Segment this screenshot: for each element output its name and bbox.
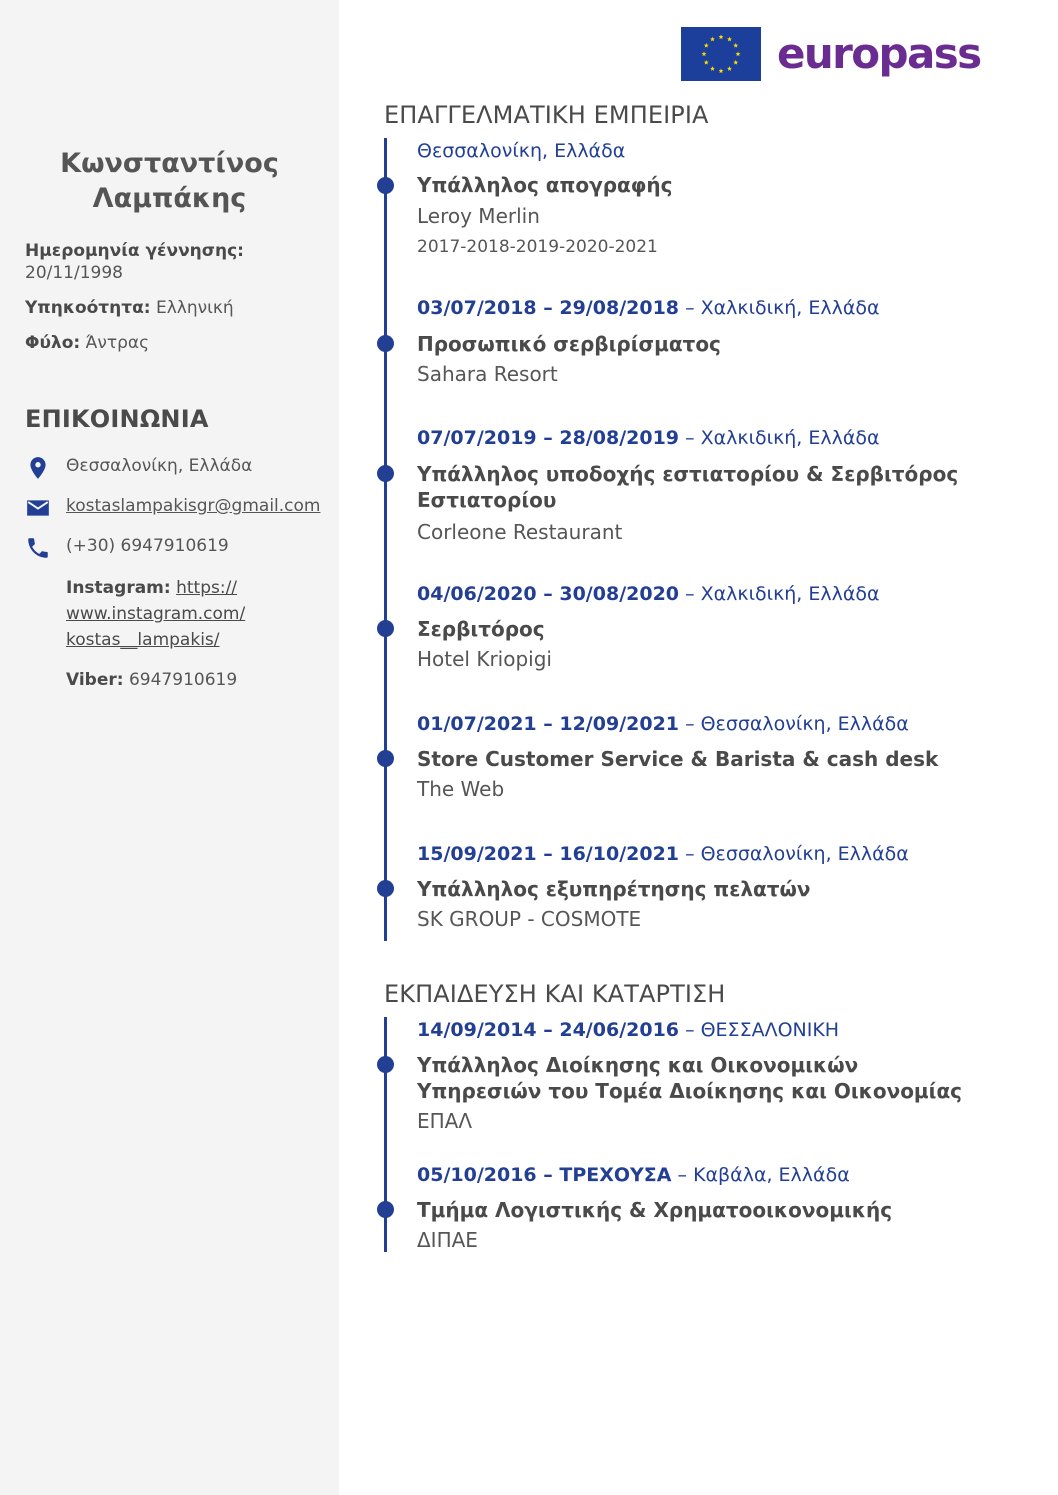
- timeline-dot: [377, 750, 394, 767]
- europass-wordmark: europass: [777, 29, 981, 78]
- contact-location-text: Θεσσαλονίκη, Ελλάδα: [66, 456, 253, 476]
- viber-entry: [66, 667, 237, 693]
- education-entry: [417, 1017, 997, 1134]
- entry-organization: SK GROUP - COSMOTE: [417, 907, 642, 931]
- location-pin-icon: [25, 455, 51, 481]
- entry-organization: Corleone Restaurant: [417, 520, 623, 544]
- experience-entry: [417, 841, 997, 932]
- timeline-dot: [377, 620, 394, 637]
- instagram-link-part2[interactable]: www.instagram.com/: [66, 604, 246, 624]
- entry-title: Προσωπικό σερβιρίσματος: [417, 332, 721, 356]
- instagram-link-part1[interactable]: https://: [176, 578, 238, 598]
- entry-dates: 04/06/2020 – 30/08/2020: [417, 583, 680, 605]
- entry-title: Υπάλληλος Διοίκησης και Οικονομικών Υπηρεσιών του Τομέα Διοίκησης και Οικονομίας: [417, 1053, 963, 1103]
- gender-value: Άντρας: [85, 333, 150, 353]
- experience-entry: [417, 581, 997, 672]
- gender-label: Φύλο:: [25, 333, 81, 353]
- entry-organization: Hotel Kriopigi: [417, 647, 552, 671]
- entry-location: – Χαλκιδική, Ελλάδα: [685, 427, 880, 449]
- candidate-name: [0, 146, 339, 216]
- timeline-dot: [377, 1201, 394, 1218]
- contact-location: [25, 455, 325, 481]
- education-section-title: ΕΚΠΑΙΔΕΥΣΗ ΚΑΙ ΚΑΤΑΡΤΙΣΗ: [384, 980, 726, 1008]
- entry-organization: Sahara Resort: [417, 362, 558, 386]
- experience-section-title: ΕΠΑΓΓΕΛΜΑΤΙΚΗ ΕΜΠΕΙΡΙΑ: [384, 101, 709, 129]
- experience-entry: [417, 138, 997, 259]
- entry-title: Υπάλληλος απογραφής: [417, 173, 673, 197]
- entry-title: Store Customer Service & Barista & cash desk: [417, 747, 939, 771]
- nationality-label: Υπηκοότητα:: [25, 298, 151, 318]
- timeline-dot: [377, 1056, 394, 1073]
- entry-organization: Leroy Merlin: [417, 204, 540, 228]
- entry-organization: ΔΙΠΑΕ: [417, 1228, 478, 1252]
- entry-meta: [417, 1017, 997, 1043]
- contact-phone: [25, 535, 325, 561]
- entry-location: – Χαλκιδική, Ελλάδα: [685, 297, 880, 319]
- envelope-icon: [25, 495, 51, 521]
- entry-description: 2017-2018-2019-2020-2021: [417, 237, 658, 257]
- viber-label: Viber:: [66, 670, 124, 690]
- birth-date: [25, 240, 244, 284]
- sidebar: [0, 0, 339, 1495]
- entry-meta: [417, 1162, 997, 1188]
- entry-meta: [417, 711, 997, 737]
- education-entry: [417, 1162, 997, 1253]
- entry-dates: 15/09/2021 – 16/10/2021: [417, 843, 680, 865]
- experience-entry: [417, 425, 997, 545]
- entry-location: – Καβάλα, Ελλάδα: [677, 1164, 850, 1186]
- entry-location: – Θεσσαλονίκη, Ελλάδα: [685, 713, 909, 735]
- contact-section-title: ΕΠΙΚΟΙΝΩΝΙΑ: [25, 405, 209, 433]
- experience-entry: [417, 295, 997, 387]
- entry-dates: 03/07/2018 – 29/08/2018: [417, 297, 680, 319]
- experience-timeline: [384, 138, 387, 941]
- first-name: Κωνσταντίνος: [60, 148, 279, 179]
- entry-dates: 14/09/2014 – 24/06/2016: [417, 1019, 680, 1041]
- timeline-dot: [377, 465, 394, 482]
- europass-logo: [681, 27, 981, 81]
- last-name: Λαμπάκης: [92, 183, 247, 214]
- entry-meta: [417, 295, 997, 321]
- entry-dates: 01/07/2021 – 12/09/2021: [417, 713, 680, 735]
- entry-location: – Χαλκιδική, Ελλάδα: [685, 583, 880, 605]
- nationality: [25, 297, 234, 319]
- entry-organization: The Web: [417, 777, 505, 801]
- gender: [25, 332, 149, 354]
- instagram-link-part3[interactable]: kostas__lampakis/: [66, 630, 220, 650]
- instagram-label: Instagram:: [66, 578, 171, 598]
- birth-date-label: Ημερομηνία γέννησης:: [25, 241, 244, 261]
- entry-location: – Θεσσαλονίκη, Ελλάδα: [685, 843, 909, 865]
- entry-title: Υπάλληλος εξυπηρέτησης πελατών: [417, 877, 811, 901]
- contact-email[interactable]: [25, 495, 325, 521]
- instagram-entry: [66, 575, 245, 653]
- entry-organization: ΕΠΑΛ: [417, 1109, 473, 1133]
- nationality-value: Ελληνική: [155, 298, 234, 318]
- entry-title: Σερβιτόρος: [417, 617, 545, 641]
- entry-title: Τμήμα Λογιστικής & Χρηματοοικονομικής: [417, 1198, 893, 1222]
- eu-flag-icon: [681, 27, 761, 81]
- timeline-dot: [377, 177, 394, 194]
- phone-number: (+30) 6947910619: [66, 536, 229, 556]
- entry-meta: [417, 841, 997, 867]
- entry-dates: 05/10/2016 – ΤΡΕΧΟΥΣΑ: [417, 1164, 672, 1186]
- entry-title: Υπάλληλος υποδοχής εστιατορίου & Σερβιτόρος Εστιατορίου: [417, 462, 959, 512]
- birth-date-value: 20/11/1998: [25, 263, 123, 283]
- entry-dates: 07/07/2019 – 28/08/2019: [417, 427, 680, 449]
- entry-location: Θεσσαλονίκη, Ελλάδα: [417, 140, 626, 162]
- entry-meta: [417, 581, 997, 607]
- timeline-dot: [377, 335, 394, 352]
- entry-meta: [417, 425, 997, 451]
- timeline-dot: [377, 880, 394, 897]
- email-link[interactable]: kostaslampakisgr@gmail.com: [66, 496, 321, 516]
- phone-icon: [25, 535, 51, 561]
- experience-entry: [417, 711, 997, 802]
- viber-value: 6947910619: [128, 670, 238, 690]
- entry-location: – ΘΕΣΣΑΛΟΝΙΚΗ: [685, 1019, 840, 1041]
